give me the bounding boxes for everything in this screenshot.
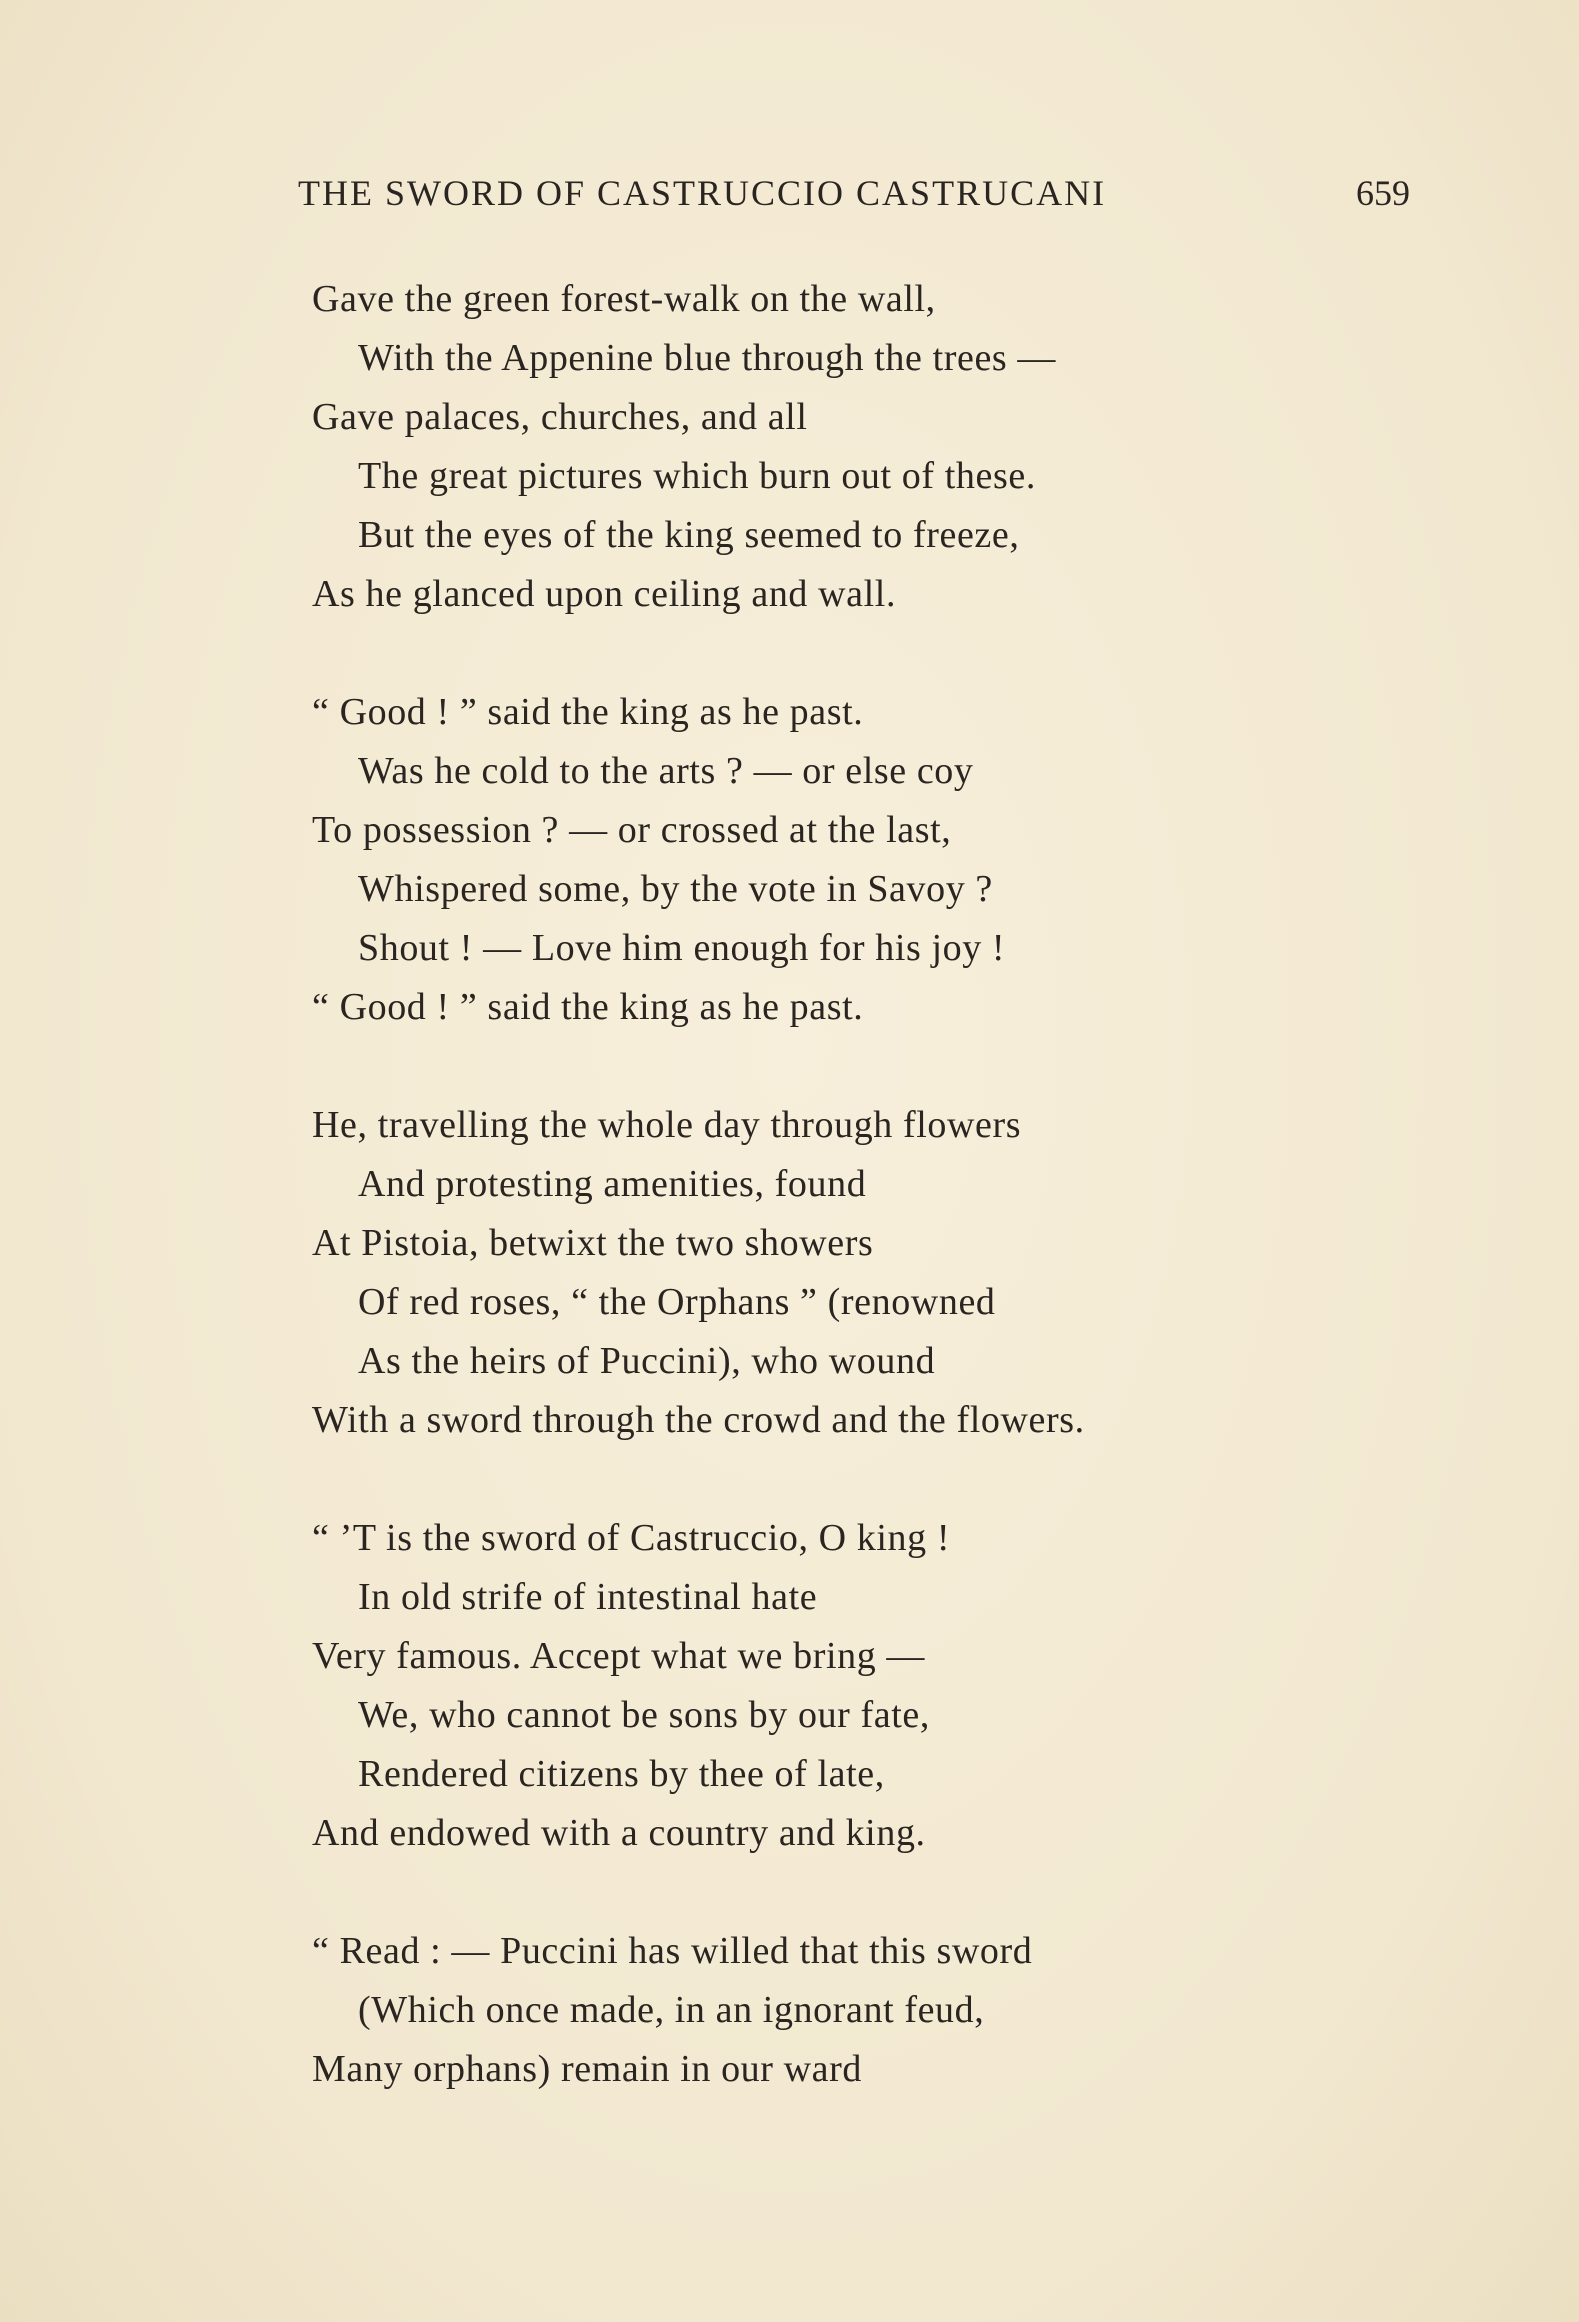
poem-body	[312, 270, 1432, 2158]
poem-line: Of red roses, “ the Orphans ” (renowned	[358, 1281, 996, 1323]
poem-line: With a sword through the crowd and the flowers.	[312, 1399, 1085, 1441]
stanza-2	[312, 683, 1432, 1037]
poem-line: “ ’T is the sword of Castruccio, O king !	[312, 1517, 951, 1559]
poem-line: “ Good ! ” said the king as he past.	[312, 691, 864, 733]
poem-line: “ Good ! ” said the king as he past.	[312, 986, 864, 1028]
poem-line: With the Appenine blue through the trees —	[358, 337, 1057, 379]
poem-line: And endowed with a country and king.	[312, 1812, 926, 1854]
running-head	[298, 172, 1410, 222]
running-title: THE SWORD OF CASTRUCCIO CASTRUCANI	[298, 173, 1107, 213]
stanza-3	[312, 1096, 1432, 1450]
poem-line: Shout ! — Love him enough for his joy !	[358, 927, 1006, 969]
poem-line: Many orphans) remain in our ward	[312, 2048, 862, 2090]
stanza-1	[312, 270, 1432, 624]
poem-line: Was he cold to the arts ? — or else coy	[358, 750, 974, 792]
stanza-5	[312, 1922, 1432, 2099]
poem-line: At Pistoia, betwixt the two showers	[312, 1222, 874, 1264]
poem-line: And protesting amenities, found	[358, 1163, 867, 1205]
poem-line: He, travelling the whole day through flowers	[312, 1104, 1022, 1146]
poem-line: “ Read : — Puccini has willed that this sword	[312, 1930, 1033, 1972]
poem-line: Gave the green forest-walk on the wall,	[312, 278, 936, 320]
poem-line: As the heirs of Puccini), who wound	[358, 1340, 936, 1382]
poem-line: We, who cannot be sons by our fate,	[358, 1694, 930, 1736]
poem-line: To possession ? — or crossed at the last,	[312, 809, 952, 851]
page-number: 659	[1356, 173, 1410, 213]
poem-line: The great pictures which burn out of these.	[358, 455, 1036, 497]
poem-line: Very famous. Accept what we bring —	[312, 1635, 926, 1677]
poem-line: (Which once made, in an ignorant feud,	[358, 1989, 985, 2031]
poem-line: Whispered some, by the vote in Savoy ?	[358, 868, 993, 910]
poem-line: Rendered citizens by thee of late,	[358, 1753, 885, 1795]
poem-line: Gave palaces, churches, and all	[312, 396, 808, 438]
stanza-4	[312, 1509, 1432, 1863]
poem-line: In old strife of intestinal hate	[358, 1576, 818, 1618]
poem-line: But the eyes of the king seemed to freeze,	[358, 514, 1020, 556]
poem-line: As he glanced upon ceiling and wall.	[312, 573, 897, 615]
